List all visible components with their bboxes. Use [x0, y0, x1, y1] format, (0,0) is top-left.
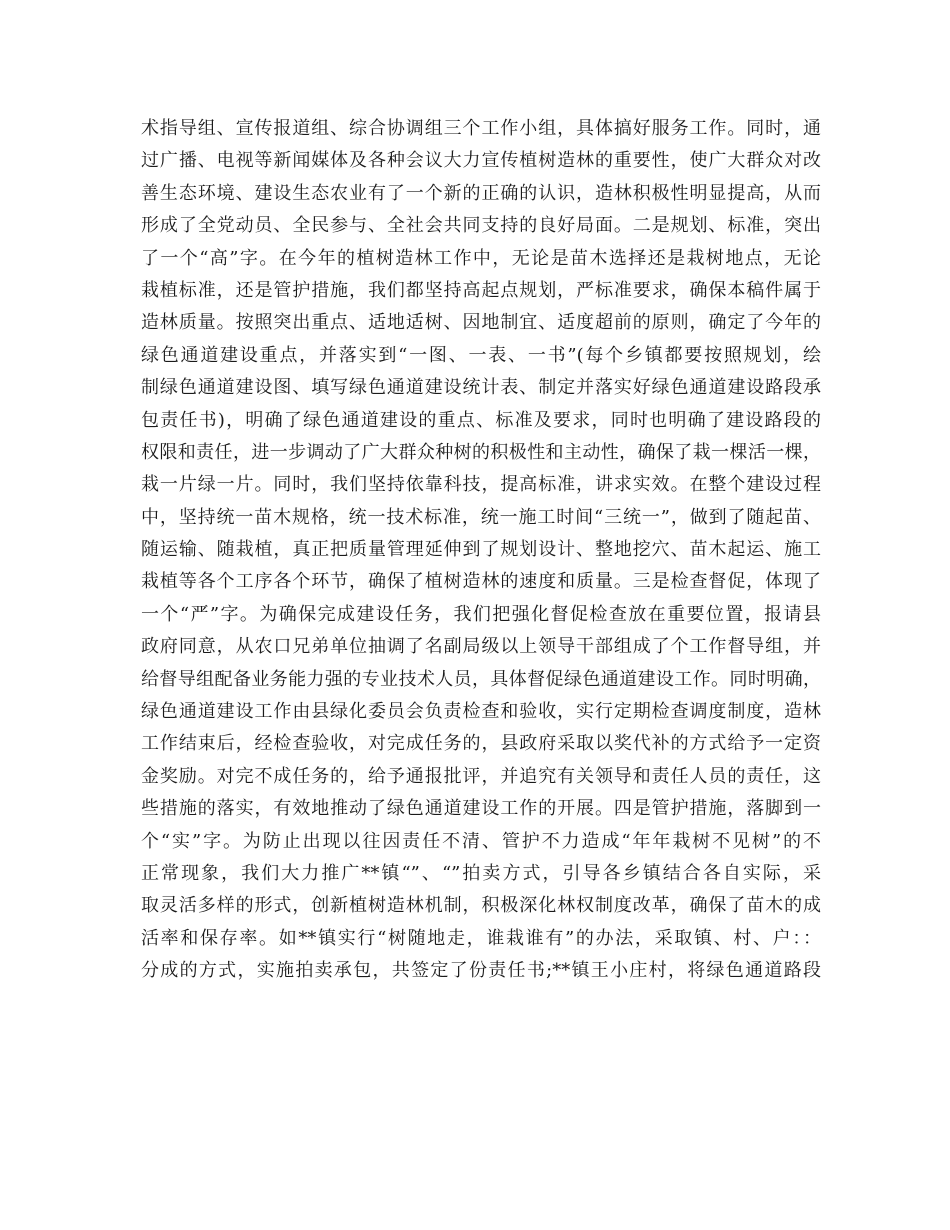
text-line-15: 栽植等各个工序各个环节，确保了植树造林的速度和质量。三是检查督促，体现了 [141, 571, 821, 593]
text-line-18: 给督导组配备业务能力强的专业技术人员，具体督促绿色通道建设工作。同时明确， [141, 668, 821, 690]
body-text [141, 113, 821, 988]
text-line-1: 术指导组、宣传报道组、综合协调组三个工作小组，具体搞好服务工作。同时，通 [141, 118, 821, 139]
text-line-8: 绿色通道建设重点，并落实到“一图、一表、一书”(每个乡镇都要按照规划，绘 [141, 344, 821, 366]
text-line-17: 政府同意，从农口兄弟单位抽调了名副局级以上领导干部组成了个工作督导组，并 [141, 636, 821, 658]
text-line-6: 栽植标准，还是管护措施，我们都坚持高起点规划，严标准要求，确保本稿件属于 [141, 279, 821, 301]
text-line-27: 分成的方式，实施拍卖承包，共签定了份责任书;**镇王小庄村，将绿色通道路段 [141, 960, 821, 982]
text-line-25: 取灵活多样的形式，创新植树造林机制，积极深化林权制度改革，确保了苗木的成 [141, 895, 821, 917]
text-line-24: 正常现象，我们大力推广**镇“”、“”拍卖方式，引导各乡镇结合各自实际，采 [141, 862, 821, 884]
text-line-16: 一个“严”字。为确保完成建设任务，我们把强化督促检查放在重要位置，报请县 [141, 603, 821, 625]
text-line-9: 制绿色通道建设图、填写绿色通道建设统计表、制定并落实好绿色通道建设路段承 [141, 377, 821, 399]
text-line-10: 包责任书)，明确了绿色通道建设的重点、标准及要求，同时也明确了建设路段的 [141, 409, 821, 431]
text-line-12: 栽一片绿一片。同时，我们坚持依靠科技，提高标准，讲求实效。在整个建设过程 [141, 474, 821, 496]
text-line-19: 绿色通道建设工作由县绿化委员会负责检查和验收，实行定期检查调度制度，造林 [141, 701, 821, 723]
text-line-23: 个“实”字。为防止出现以往因责任不清、管护不力造成“年年栽树不见树”的不 [141, 830, 821, 852]
text-line-7: 造林质量。按照突出重点、适地适树、因地制宜、适度超前的原则，确定了今年的 [141, 312, 821, 334]
text-line-22: 些措施的落实，有效地推动了绿色通道建设工作的开展。四是管护措施，落脚到一 [141, 798, 821, 820]
text-line-4: 形成了全党动员、全民参与、全社会共同支持的良好局面。二是规划、标准，突出 [141, 215, 821, 237]
text-line-13: 中，坚持统一苗木规格，统一技术标准，统一施工时间“三统一”，做到了随起苗、 [141, 506, 821, 528]
text-line-11: 权限和责任，进一步调动了广大群众种树的积极性和主动性，确保了栽一棵活一棵， [141, 441, 821, 463]
text-line-14: 随运输、随栽植，真正把质量管理延伸到了规划设计、整地挖穴、苗木起运、施工 [141, 539, 821, 561]
text-line-20: 工作结束后，经检查验收，对完成任务的，县政府采取以奖代补的方式给予一定资 [141, 733, 821, 755]
text-line-3: 善生态环境、建设生态农业有了一个新的正确的认识，造林积极性明显提高，从而 [141, 182, 821, 204]
text-line-2: 过广播、电视等新闻媒体及各种会议大力宣传植树造林的重要性，使广大群众对改 [141, 150, 821, 172]
text-line-21: 金奖励。对完不成任务的，给予通报批评，并追究有关领导和责任人员的责任，这 [141, 765, 821, 787]
text-line-26: 活率和保存率。如**镇实行“树随地走，谁栽谁有”的办法，采取镇、村、户：： [141, 927, 821, 949]
text-line-5: 了一个“高”字。在今年的植树造林工作中，无论是苗木选择还是栽树地点，无论 [141, 247, 821, 269]
